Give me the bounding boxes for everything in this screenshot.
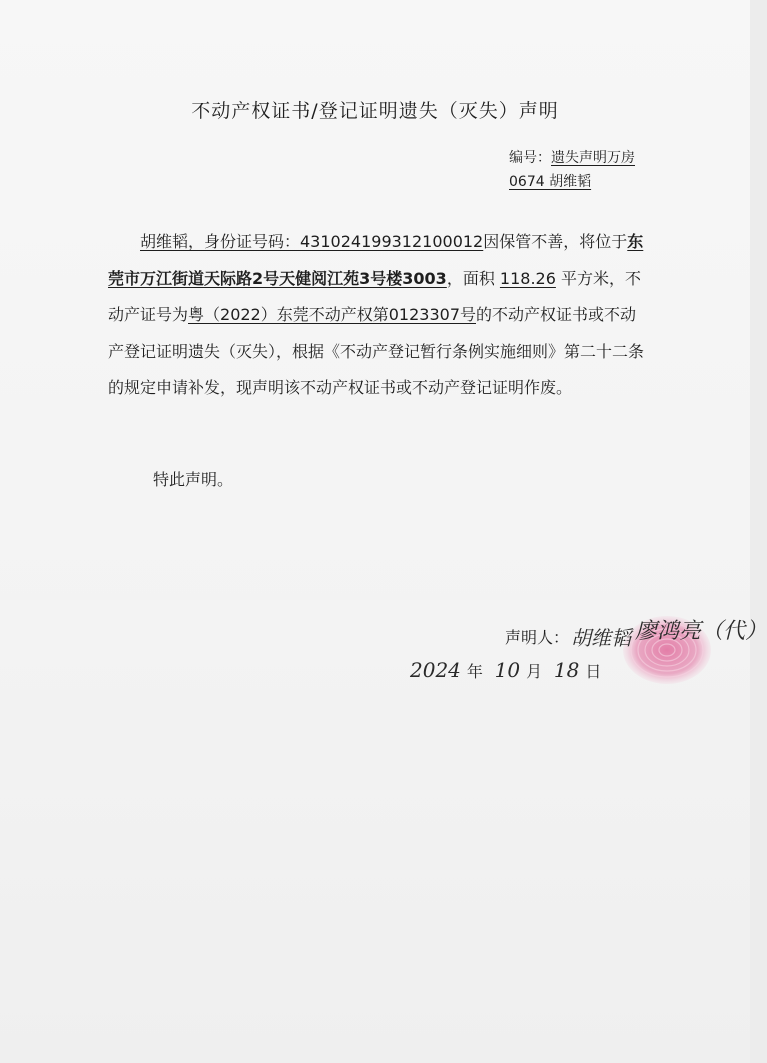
closing-statement: 特此声明。 xyxy=(153,470,234,489)
date-day-unit: 日 xyxy=(585,662,602,681)
number-label: 编号： xyxy=(509,150,551,166)
signer-signature: 胡维韬 xyxy=(571,626,632,650)
signer-line xyxy=(505,622,631,652)
declaration-paragraph xyxy=(108,224,648,407)
body-text-3: 平方米，不动产证号为 xyxy=(108,268,642,324)
holder-info: 胡维韬，身份证号码：431024199312100012 xyxy=(140,232,484,251)
document-title: 不动产权证书/登记证明遗失（灭失）声明 xyxy=(191,100,559,122)
number-value-line2: 0674 胡维韬 xyxy=(509,174,592,190)
number-value-line1: 遗失声明万房 xyxy=(551,150,635,166)
proxy-signature: 廖鸿亮（代） xyxy=(635,619,767,644)
body-text-1: 因保管不善，将位于 xyxy=(483,232,628,251)
date-year: 2024 xyxy=(410,658,461,682)
property-address: 东莞市万江街道天际路2号天健阅江苑3号楼3003 xyxy=(108,232,644,288)
body-text-2: ，面积 xyxy=(446,268,495,288)
signer-label: 声明人： xyxy=(505,628,570,647)
date-month-unit: 月 xyxy=(526,662,543,681)
date-month: 10 xyxy=(494,658,521,682)
date-year-unit: 年 xyxy=(466,662,483,681)
document-number xyxy=(509,146,635,194)
declaration-body xyxy=(108,224,648,407)
body-text-4: 的不动产权证书或不动产登记证明遗失（灭失），根据《不动产登记暂行条例实施细则》第二十二条的规定申请补发，现声明该不动产权证书或不动产登记证明作废。 xyxy=(108,305,645,397)
declaration-date xyxy=(410,658,607,682)
date-day: 18 xyxy=(553,658,580,682)
property-area: 118.26 xyxy=(499,268,556,288)
certificate-number: 粤（2022）东莞不动产权第0123307号 xyxy=(188,305,476,324)
